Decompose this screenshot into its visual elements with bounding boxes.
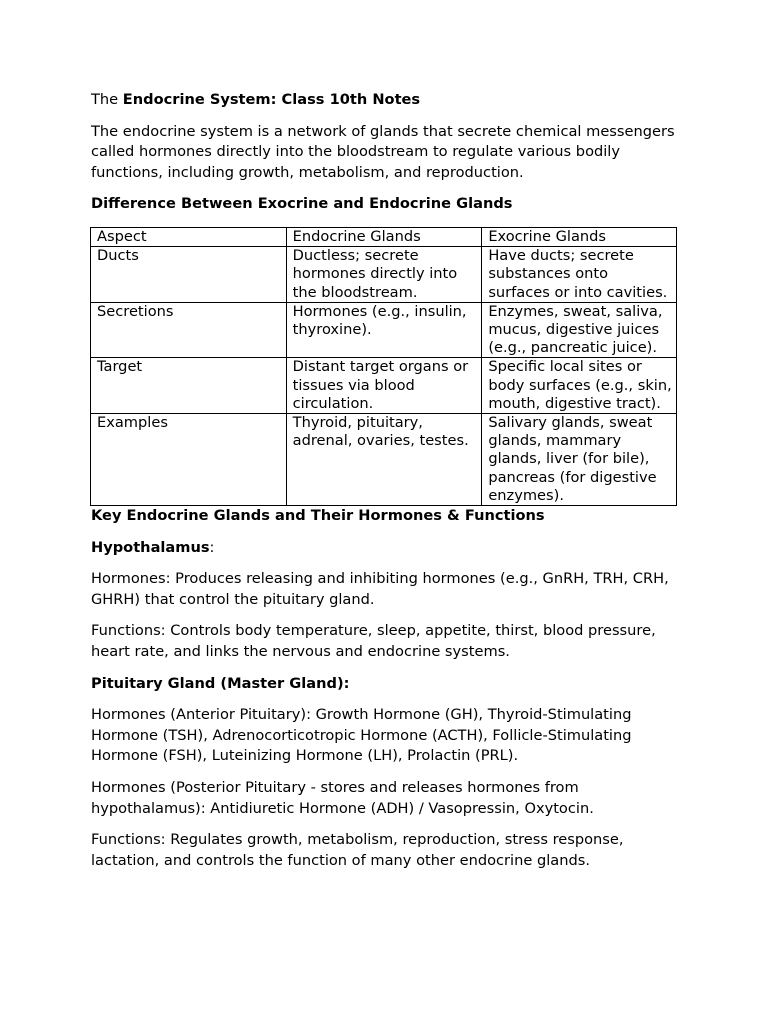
table-cell: Specific local sites or body surfaces (e.g., skin, mouth, digestive tract). (482, 358, 677, 414)
table-cell: Distant target organs or tissues via blood circulation. (286, 358, 482, 414)
intro-paragraph: The endocrine system is a network of glands that secrete chemical messengers called hormones directly into the bloodstream to regulate various bodily functions, including growth, metabolism, and reproduction. (91, 122, 675, 181)
table-header-row (91, 227, 677, 246)
table-cell: Have ducts; secrete substances onto surfaces or into cavities. (482, 247, 677, 303)
hypothalamus-heading-bold: Hypothalamus (91, 538, 210, 556)
difference-heading: Difference Between Exocrine and Endocrine Glands (91, 195, 513, 213)
title-prefix: The (91, 91, 123, 108)
pituitary-heading-bold: Pituitary Gland (Master Gland): (91, 674, 350, 692)
table-cell: Secretions (91, 302, 287, 358)
table-cell: Hormones (e.g., insulin, thyroxine). (286, 302, 482, 358)
table-header-cell: Aspect (91, 227, 287, 246)
pituitary-functions: Functions: Regulates growth, metabolism, reproduction, stress response, lactation, and controls the function of many other endocrine glands. (91, 831, 624, 869)
hypothalamus-functions: Functions: Controls body temperature, sleep, appetite, thirst, blood pressure, heart rate, and links the nervous and endocrine systems. (91, 622, 656, 660)
comparison-table (90, 227, 677, 506)
table-cell: Enzymes, sweat, saliva, mucus, digestive juices (e.g., pancreatic juice). (482, 302, 677, 358)
table-cell: Salivary glands, sweat glands, mammary glands, liver (for bile), pancreas (for digestive enzymes). (482, 414, 677, 506)
table-cell: Examples (91, 414, 287, 506)
pituitary-heading (91, 674, 681, 695)
document-title (91, 90, 681, 111)
table-cell: Target (91, 358, 287, 414)
table-cell: Ducts (91, 247, 287, 303)
pituitary-posterior-hormones: Hormones (Posterior Pituitary - stores and releases hormones from hypothalamus): Antidiuretic Hormone (ADH) / Vasopressin, Oxytocin. (91, 778, 594, 817)
table-cell: Thyroid, pituitary, adrenal, ovaries, testes. (286, 414, 482, 506)
table-header-cell: Endocrine Glands (286, 227, 482, 246)
document-content (91, 90, 681, 882)
pituitary-anterior-hormones: Hormones (Anterior Pituitary): Growth Hormone (GH), Thyroid-Stimulating Hormone (TSH), Adrenocorticotropic Hormone (ACTH), Follicle-Stimulating Hormone (FSH), Luteinizing Hormone (LH), Prolactin (PRL). (91, 706, 632, 765)
table-row (91, 247, 677, 303)
hypothalamus-heading (91, 538, 681, 559)
key-glands-heading: Key Endocrine Glands and Their Hormones & Functions (91, 507, 545, 525)
table-row (91, 302, 677, 358)
table-row (91, 358, 677, 414)
hypothalamus-hormones: Hormones: Produces releasing and inhibiting hormones (e.g., GnRH, TRH, CRH, GHRH) that control the pituitary gland. (91, 570, 669, 608)
table-cell: Ductless; secrete hormones directly into the bloodstream. (286, 247, 482, 303)
table-row (91, 414, 677, 506)
title-bold: Endocrine System: Class 10th Notes (122, 91, 421, 108)
hypothalamus-heading-colon: : (209, 538, 215, 556)
table-header-cell: Exocrine Glands (482, 227, 677, 246)
